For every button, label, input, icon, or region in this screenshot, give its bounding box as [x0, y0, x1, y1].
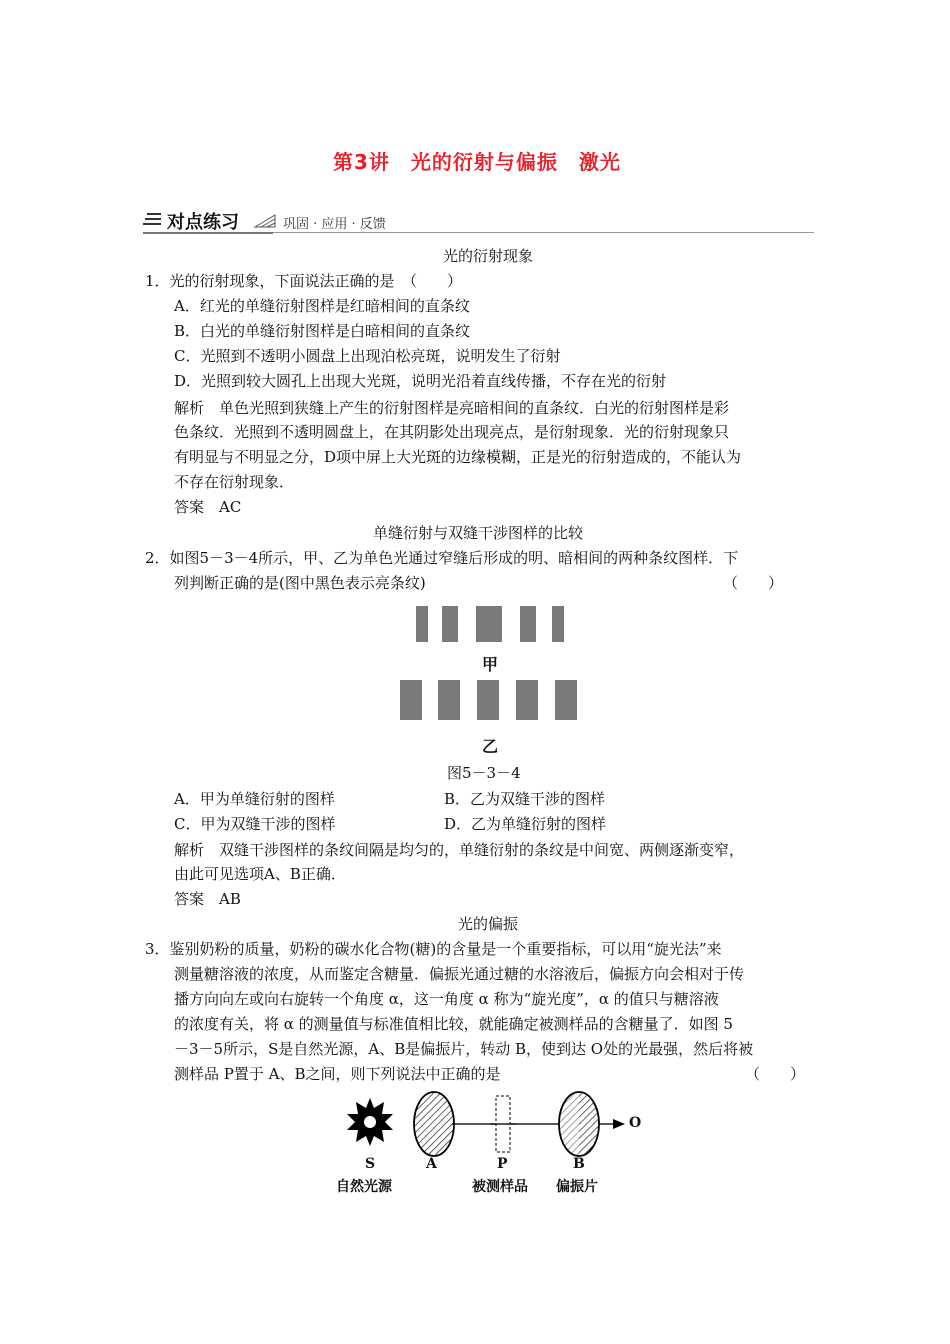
label-o: O	[629, 1115, 642, 1131]
answer: 答案 AC	[174, 498, 242, 516]
topic-heading: 单缝衍射与双缝干涉图样的比较	[373, 524, 584, 542]
label-b: B	[573, 1156, 585, 1172]
sun-icon	[347, 1098, 393, 1146]
section-slash-icon	[253, 214, 277, 228]
question-stem: 测量糖溶液的浓度，从而鉴定含糖量．偏振光通过糖的水溶液后，偏振方向会相对于传	[174, 965, 745, 983]
fringe-pattern-b	[400, 678, 580, 722]
option: A．甲为单缝衍射的图样	[174, 790, 335, 808]
label-p: P	[497, 1156, 508, 1172]
question-stem: 播方向向左或向右旋转一个角度 α，这一角度 α 称为“旋光度”，α 的值只与糖溶液	[174, 990, 719, 1008]
figure-label-a: 甲	[482, 655, 499, 674]
figure-label-b: 乙	[482, 737, 499, 756]
question-stem: 2．如图5－3－4所示，甲、乙为单色光通过窄缝后形成的明、暗相间的两种条纹图样．下	[145, 549, 739, 567]
fringe-bar	[442, 606, 458, 642]
option: C．光照到不透明小圆盘上出现泊松亮斑，说明发生了衍射	[174, 347, 561, 365]
source-label: 自然光源	[336, 1179, 392, 1195]
section-rule-thick	[143, 232, 273, 234]
option: C．甲为双缝干涉的图样	[174, 815, 336, 833]
sample-label: 被测样品	[472, 1179, 528, 1195]
polarizer-a	[414, 1092, 454, 1156]
section-subtitle: 巩固 · 应用 · 反馈	[283, 217, 386, 232]
figure-caption: 图5－3－4	[447, 764, 521, 782]
section-rule-thin	[273, 232, 814, 233]
fringe-pattern-a	[400, 600, 580, 644]
section-header	[143, 208, 814, 234]
page-title: 第3讲 光的衍射与偏振 激光	[333, 150, 621, 174]
question-stem: 列判断正确的是(图中黑色表示亮条纹)	[174, 574, 426, 592]
question-stem: 3．鉴别奶粉的质量，奶粉的碳水化合物(糖)的含量是一个重要指标，可以用“旋光法”来	[145, 940, 722, 958]
answer-paren: （ ）	[745, 1065, 806, 1083]
label-a: A	[426, 1156, 437, 1172]
option: B．乙为双缝干涉的图样	[444, 790, 606, 808]
option: B．白光的单缝衍射图样是白暗相间的直条纹	[174, 322, 471, 340]
fringe-bar	[438, 680, 460, 720]
option: A．红光的单缝衍射图样是红暗相间的直条纹	[174, 297, 470, 315]
section-heading: 对点练习	[167, 212, 239, 233]
analysis-line: 解析 双缝干涉图样的条纹间隔是均匀的，单缝衍射的条纹是中间宽、两侧逐渐变窄，	[174, 841, 745, 859]
option: D．光照到较大圆孔上出现大光斑，说明光沿着直线传播，不存在光的衍射	[174, 372, 667, 390]
question-stem: －3－5所示，S是自然光源，A、B是偏振片，转动 B，使到达 O处的光最强，然后将被	[174, 1040, 754, 1058]
fringe-bar	[552, 606, 564, 642]
answer-paren: （ ）	[723, 574, 784, 592]
question-stem: 测样品 P置于 A、B之间，则下列说法中正确的是	[174, 1065, 501, 1083]
section-lines-icon	[143, 212, 161, 226]
fringe-bar	[516, 680, 538, 720]
analysis-line: 解析 单色光照到狭缝上产生的衍射图样是亮暗相间的直条纹．白光的衍射图样是彩	[174, 399, 730, 417]
fringe-bar	[520, 606, 536, 642]
question-stem: 1．光的衍射现象，下面说法正确的是 （ ）	[145, 272, 463, 290]
topic-heading: 光的偏振	[458, 915, 519, 933]
topic-heading: 光的衍射现象	[443, 247, 534, 265]
polarizer-b-hatch	[579, 1092, 599, 1156]
polarization-diagram	[330, 1090, 650, 1200]
polarizer-label: 偏振片	[556, 1179, 598, 1195]
fringe-bar	[476, 606, 502, 642]
answer: 答案 AB	[174, 890, 241, 908]
analysis-line: 不存在衍射现象．	[174, 473, 295, 491]
polarizer-b-hatch	[559, 1092, 579, 1156]
fringe-bar	[477, 680, 499, 720]
fringe-bar	[416, 606, 428, 642]
analysis-line: 由此可见选项A、B正确．	[174, 865, 346, 883]
arrow-head-icon	[613, 1119, 625, 1129]
label-s: S	[365, 1156, 376, 1172]
analysis-line: 色条纹．光照到不透明圆盘上，在其阴影处出现亮点，是衍射现象．光的衍射现象只	[174, 423, 730, 441]
option: D．乙为单缝衍射的图样	[444, 815, 607, 833]
fringe-bar	[555, 680, 577, 720]
fringe-bar	[400, 680, 422, 720]
question-stem: 的浓度有关，将 α 的测量值与标准值相比较，就能确定被测样品的含糖量了．如图 5	[174, 1015, 733, 1033]
analysis-line: 有明显与不明显之分，D项中屏上大光斑的边缘模糊，正是光的衍射造成的，不能认为	[174, 448, 742, 466]
